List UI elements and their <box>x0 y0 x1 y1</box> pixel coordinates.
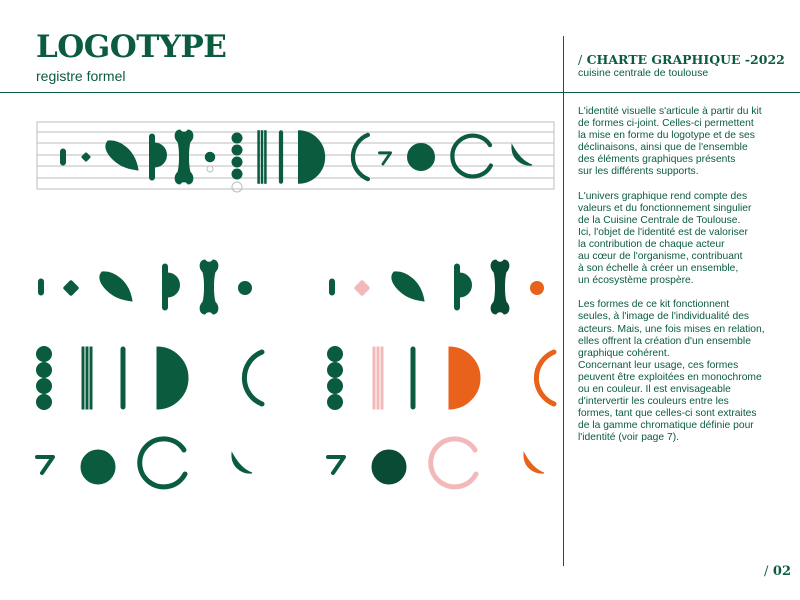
text-line: de la gamme chromatique définie pour <box>578 420 754 432</box>
shape-diamond <box>81 152 90 161</box>
mono-small-crescent <box>232 453 252 473</box>
shape-bone <box>175 130 193 184</box>
page-slash: / <box>764 564 769 579</box>
shape-open-arc <box>353 135 368 179</box>
page-title: LOGOTYPE <box>36 29 227 65</box>
mono-open-arc <box>244 352 262 404</box>
mono-teardrop-comma <box>100 272 132 301</box>
color-stacked-dots <box>328 347 343 410</box>
text-line: Concernant leur usage, ces formes <box>578 359 739 371</box>
text-line: graphique cohérent. <box>578 347 670 359</box>
mono-disc <box>81 450 115 484</box>
text-line: ou en couleur. Il est envisageable <box>578 383 731 395</box>
mono-half-disc <box>157 347 188 409</box>
color-single-bar <box>411 347 415 409</box>
shape-hook <box>379 153 390 164</box>
monochrome-variant <box>37 260 263 487</box>
color-variant <box>328 260 555 487</box>
organization-name: cuisine centrale de toulouse <box>578 67 709 79</box>
text-line: la contribution de chaque acteur <box>578 238 725 250</box>
shape-open-ring <box>452 136 490 177</box>
text-line: L'identité visuelle s'articule à partir du kit <box>578 106 762 117</box>
charte-slash: / <box>578 52 583 67</box>
text-line: à son échelle à créer un ensemble, <box>578 263 739 275</box>
mono-bar-short <box>39 279 44 295</box>
page-subtitle: registre formel <box>36 68 126 84</box>
staff-shapes <box>61 130 533 192</box>
mono-stacked-dots <box>37 347 52 410</box>
text-line: la mise en forme du logotype et de ses <box>578 130 755 142</box>
color-triple-lines <box>373 347 383 409</box>
mono-dot <box>239 282 252 295</box>
shape-disc <box>407 143 434 170</box>
page-number-value: 02 <box>772 564 792 579</box>
text-line: Les formes de ce kit fonctionnent <box>578 299 730 311</box>
shape-triple-lines <box>258 131 267 184</box>
text-line: elles offrent la création d'un ensemble <box>578 335 751 347</box>
color-half-disc <box>449 347 480 409</box>
text-line: de la Cuisine Centrale de Toulouse. <box>578 214 741 226</box>
color-hook <box>328 457 344 473</box>
mono-diamond <box>63 280 79 296</box>
construction-circle <box>207 166 213 172</box>
color-open-arc <box>536 352 554 404</box>
shape-stacked-dots <box>232 133 242 192</box>
shape-single-bar <box>279 131 282 184</box>
text-line: des éléments graphiques présents <box>578 154 736 166</box>
text-line: un écosystème prospère. <box>578 275 694 287</box>
color-teardrop-comma <box>392 272 424 301</box>
color-bar-short <box>330 279 335 295</box>
text-line: formes, tant que celles-ci sont extraites <box>578 408 757 420</box>
color-small-crescent <box>524 453 544 473</box>
text-line: sur les différents supports. <box>578 166 699 178</box>
shape-half-disc <box>298 131 324 184</box>
text-line: seules, à l'image de l'individualité des <box>578 311 750 323</box>
text-line: valeurs et du fonctionnement singulier <box>578 202 752 214</box>
text-line: Ici, l'objet de l'identité est de valoriser <box>578 226 748 238</box>
mono-hook <box>37 457 53 473</box>
text-line: de formes ci-joint. Celles-ci permettent <box>578 118 754 130</box>
color-stem-with-arc <box>455 264 472 310</box>
color-dot <box>531 282 544 295</box>
text-line: peuvent être exploitées en monochrome <box>578 371 762 383</box>
mono-single-bar <box>121 347 125 409</box>
shape-dot <box>205 152 215 162</box>
mono-stem-with-arc <box>163 264 180 310</box>
color-disc <box>372 450 406 484</box>
text-line: d'intervertir les couleurs entre les <box>578 396 729 408</box>
color-bone <box>491 260 509 314</box>
text-line: déclinaisons, ainsi que de l'ensemble <box>578 142 748 154</box>
shape-bar-short <box>61 149 66 165</box>
text-line: acteurs. Mais, une fois mises en relation, <box>578 323 765 335</box>
text-line: L'univers graphique rend compte des <box>578 190 748 202</box>
color-diamond <box>354 280 370 296</box>
mono-bone <box>200 260 218 314</box>
text-line: l'identité (voir page 7). <box>578 432 679 444</box>
shape-stem-with-arc <box>150 134 167 180</box>
charte-text: CHARTE GRAPHIQUE -2022 <box>586 52 785 67</box>
mono-open-ring <box>140 439 185 487</box>
mono-triple-lines <box>82 347 92 409</box>
text-line: au cœur de l'organisme, contribuant <box>578 251 743 263</box>
color-open-ring <box>431 439 476 487</box>
